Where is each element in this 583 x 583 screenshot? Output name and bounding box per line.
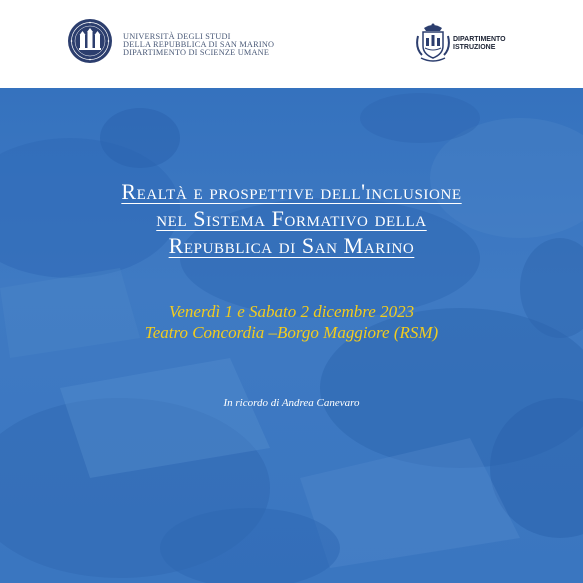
university-line-3: DIPARTIMENTO DI SCIENZE UMANE bbox=[123, 48, 270, 57]
title-line-3: Repubblica di San Marino bbox=[168, 233, 415, 258]
title-line-1: Realtà e prospettive dell'inclusione bbox=[121, 179, 462, 204]
university-line-2: DELLA REPUBBLICA DI SAN MARINO bbox=[123, 40, 275, 49]
memorial-dedication: In ricordo di Andrea Canevaro bbox=[223, 397, 360, 409]
san-marino-coat-of-arms-icon bbox=[415, 22, 451, 64]
event-venue: Teatro Concordia –Borgo Maggiore (RSM) bbox=[144, 323, 439, 342]
event-title bbox=[0, 178, 583, 259]
event-date: Venerdì 1 e Sabato 2 dicembre 2023 bbox=[168, 302, 415, 321]
department-line-2: ISTRUZIONE bbox=[453, 44, 496, 51]
department-name bbox=[453, 36, 506, 52]
university-line-1: UNIVERSITÀ DEGLI STUDI bbox=[123, 32, 231, 41]
event-date-venue bbox=[0, 301, 583, 343]
department-line-1: DIPARTIMENTO bbox=[453, 36, 506, 43]
header-bar bbox=[0, 0, 583, 88]
university-name bbox=[123, 33, 274, 57]
hero-section bbox=[0, 88, 583, 583]
title-line-2: nel Sistema Formativo della bbox=[156, 206, 427, 231]
university-seal-icon bbox=[67, 18, 113, 64]
